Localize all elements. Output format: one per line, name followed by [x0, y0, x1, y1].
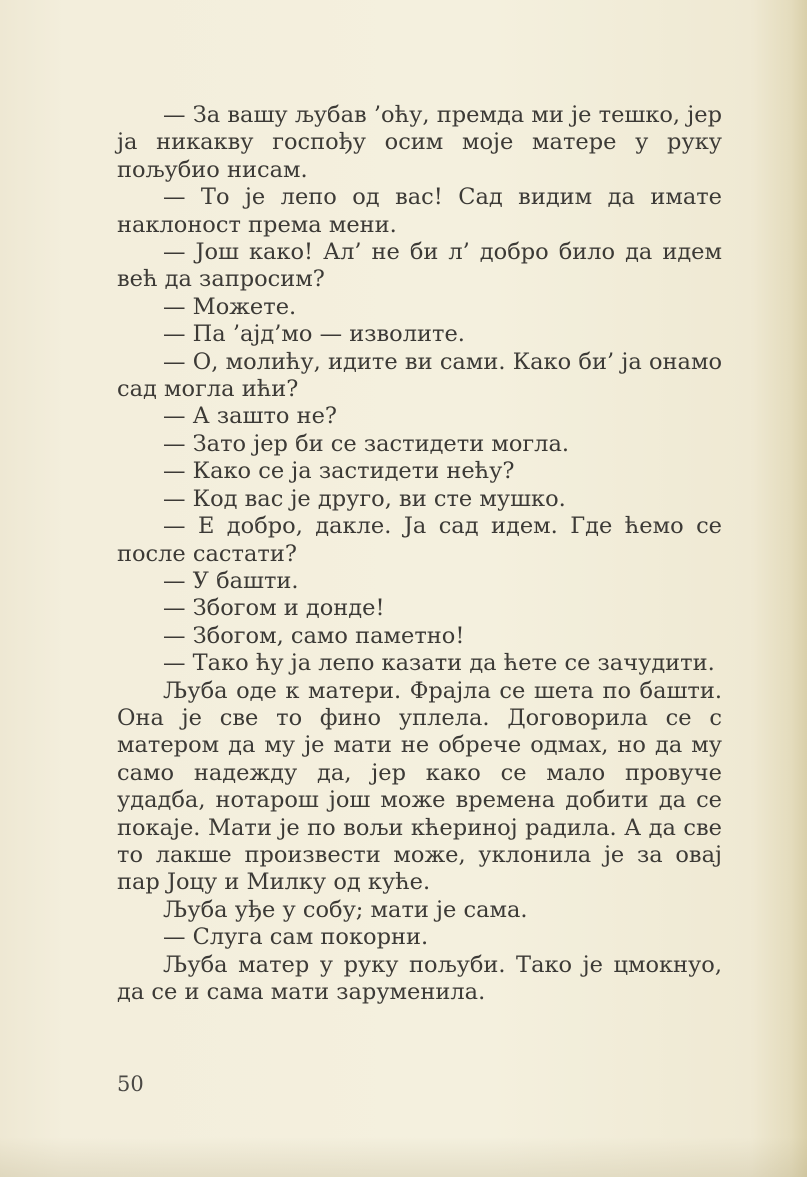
paragraph: — Можете.	[163, 293, 297, 320]
paragraph: — Па ’ајд’мо — изволите.	[163, 321, 465, 348]
paragraph: — За вашу љубав ’оћу, премда ми је тешко, јер ја никакву госпођу осим моје матере у руку пољубио нисам.	[117, 102, 722, 183]
paragraph: — Како се ја застидети нећу?	[163, 458, 515, 485]
paragraph: Љуба уђе у собу; мати је сама.	[163, 896, 528, 923]
paragraph: — Збогом и донде!	[163, 595, 385, 622]
paragraph: — Још како! Ал’ не би л’ добро било да идем већ да запросим?	[117, 239, 722, 293]
paragraph: — Е добро, дакле. Ја сад идем. Где ћемо се после састати?	[117, 513, 722, 567]
paragraph: — Слуга сам покорни.	[163, 924, 429, 951]
page-edge-shadow	[0, 1137, 807, 1177]
paragraph: — Зато јер би се застидети могла.	[163, 430, 570, 457]
paragraph: — О, молићу, идите ви сами. Како би’ ја онамо сад могла ићи?	[117, 348, 722, 403]
paragraph: — Тако ћу ја лепо казати да ћете се зачудити.	[163, 650, 715, 677]
paragraph: — То је лепо од вас! Сад видим да имате наклоност према мени.	[117, 184, 722, 238]
body-text	[117, 102, 722, 1006]
paragraph: Љуба матер у руку пољуби. Тако је цмокнуо, да се и сама мати заруменила.	[117, 951, 722, 1005]
paragraph: — А зашто не?	[163, 403, 337, 430]
page-number: 50	[117, 1072, 144, 1096]
paragraph: — Код вас је друго, ви сте мушко.	[163, 485, 566, 512]
paragraph: Љуба оде к матери. Фрајла се шета по башти. Она је све то фино уплела. Договорила се с матером да му је мати не обрече одмах, но да му само надежду да, јер како се мало провуче удадба, нотарош још може времена добити да се покаје. Мати је по вољи кћеринoj радила. А да све то лакше произвести може, уклонила је за овај пар Јоцу и Милку од куће.	[117, 677, 722, 896]
paragraph: — У башти.	[163, 567, 299, 594]
paragraph: — Збогом, само паметно!	[163, 622, 465, 649]
